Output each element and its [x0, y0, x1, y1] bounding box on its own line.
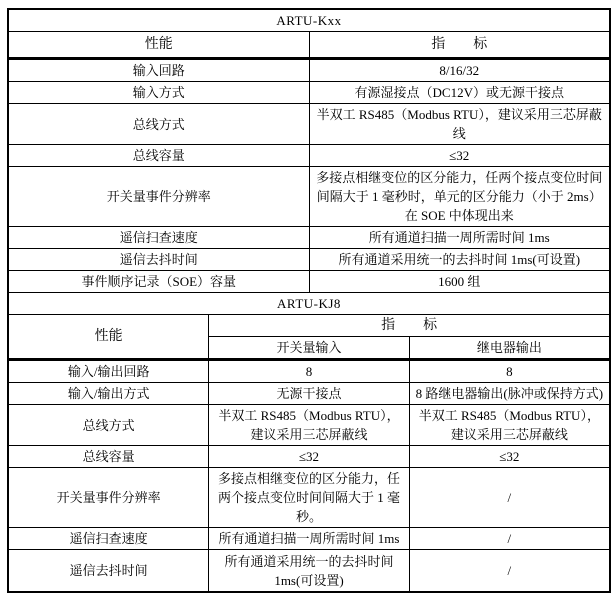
table-header-row: [9, 32, 610, 59]
row-value-cell: 半双工 RS485（Modbus RTU），建议采用三芯屏蔽线: [309, 104, 610, 145]
row-label-cell: 遥信去抖时间: [9, 550, 209, 592]
row-input-cell: 所有通道扫描一周所需时间 1ms: [209, 528, 409, 550]
row-input-cell: 多接点相继变位的区分能力，任两个接点变位时间间隔大于 1 毫秒。: [209, 468, 409, 528]
row-label-cell: 遥信扫查速度: [9, 528, 209, 550]
table-row: [9, 383, 610, 405]
row-value-cell: 8/16/32: [309, 59, 610, 82]
table-row: [9, 528, 610, 550]
table-title-artu-kj8: ARTU-KJ8: [9, 293, 610, 315]
table-title-row: [9, 10, 610, 32]
row-label-cell: 总线方式: [9, 104, 310, 145]
table-row: [9, 405, 610, 446]
row-output-cell: 半双工 RS485（Modbus RTU），建议采用三芯屏蔽线: [409, 405, 609, 446]
row-label-cell: 输入回路: [9, 59, 310, 82]
row-input-cell: 无源干接点: [209, 383, 409, 405]
table-row: [9, 167, 610, 227]
row-value-cell: 所有通道采用统一的去抖时间 1ms(可设置): [309, 249, 610, 271]
table-row: [9, 145, 610, 167]
row-label-cell: 总线容量: [9, 145, 310, 167]
table-header-row: [9, 315, 610, 337]
table-row: [9, 360, 610, 383]
row-output-cell: /: [409, 550, 609, 592]
row-value-cell: 所有通道扫描一周所需时间 1ms: [309, 227, 610, 249]
row-value-cell: 有源湿接点（DC12V）或无源干接点: [309, 82, 610, 104]
row-label-cell: 输入/输出回路: [9, 360, 209, 383]
row-input-cell: ≤32: [209, 446, 409, 468]
artu-kj8-spec-table: [8, 292, 610, 592]
row-label-cell: 遥信去抖时间: [9, 249, 310, 271]
row-value-cell: 多接点相继变位的区分能力，任两个接点变位时间间隔大于 1 毫秒时，单元的区分能力（小于 2ms）在 SOE 中体现出来: [309, 167, 610, 227]
table-title-artu-kxx: ARTU-Kxx: [9, 10, 610, 32]
artu-kxx-spec-table: [8, 9, 610, 293]
header-performance: 性能: [9, 315, 209, 360]
row-output-cell: 8: [409, 360, 609, 383]
table-row: [9, 271, 610, 293]
row-label-cell: 事件顺序记录（SOE）容量: [9, 271, 310, 293]
table-row: [9, 550, 610, 592]
row-label-cell: 输入/输出方式: [9, 383, 209, 405]
row-output-cell: /: [409, 528, 609, 550]
table-row: [9, 227, 610, 249]
table-row: [9, 249, 610, 271]
row-output-cell: 8 路继电器输出(脉冲或保持方式): [409, 383, 609, 405]
row-label-cell: 遥信扫查速度: [9, 227, 310, 249]
subheader-relay-output: 继电器输出: [409, 337, 609, 360]
header-performance: 性能: [9, 32, 310, 59]
table-row: [9, 82, 610, 104]
subheader-switch-input: 开关量输入: [209, 337, 409, 360]
header-index: 指 标: [309, 32, 610, 59]
row-label-cell: 总线方式: [9, 405, 209, 446]
row-input-cell: 所有通道采用统一的去抖时间 1ms(可设置): [209, 550, 409, 592]
row-value-cell: 1600 组: [309, 271, 610, 293]
row-input-cell: 半双工 RS485（Modbus RTU），建议采用三芯屏蔽线: [209, 405, 409, 446]
table-row: [9, 104, 610, 145]
row-input-cell: 8: [209, 360, 409, 383]
header-index: 指 标: [209, 315, 610, 337]
row-label-cell: 开关量事件分辨率: [9, 167, 310, 227]
spec-tables-container: [7, 8, 611, 593]
row-output-cell: ≤32: [409, 446, 609, 468]
row-label-cell: 总线容量: [9, 446, 209, 468]
row-label-cell: 输入方式: [9, 82, 310, 104]
row-value-cell: ≤32: [309, 145, 610, 167]
table-title-row: [9, 293, 610, 315]
row-label-cell: 开关量事件分辨率: [9, 468, 209, 528]
table-row: [9, 468, 610, 528]
table-row: [9, 446, 610, 468]
table-row: [9, 59, 610, 82]
row-output-cell: /: [409, 468, 609, 528]
